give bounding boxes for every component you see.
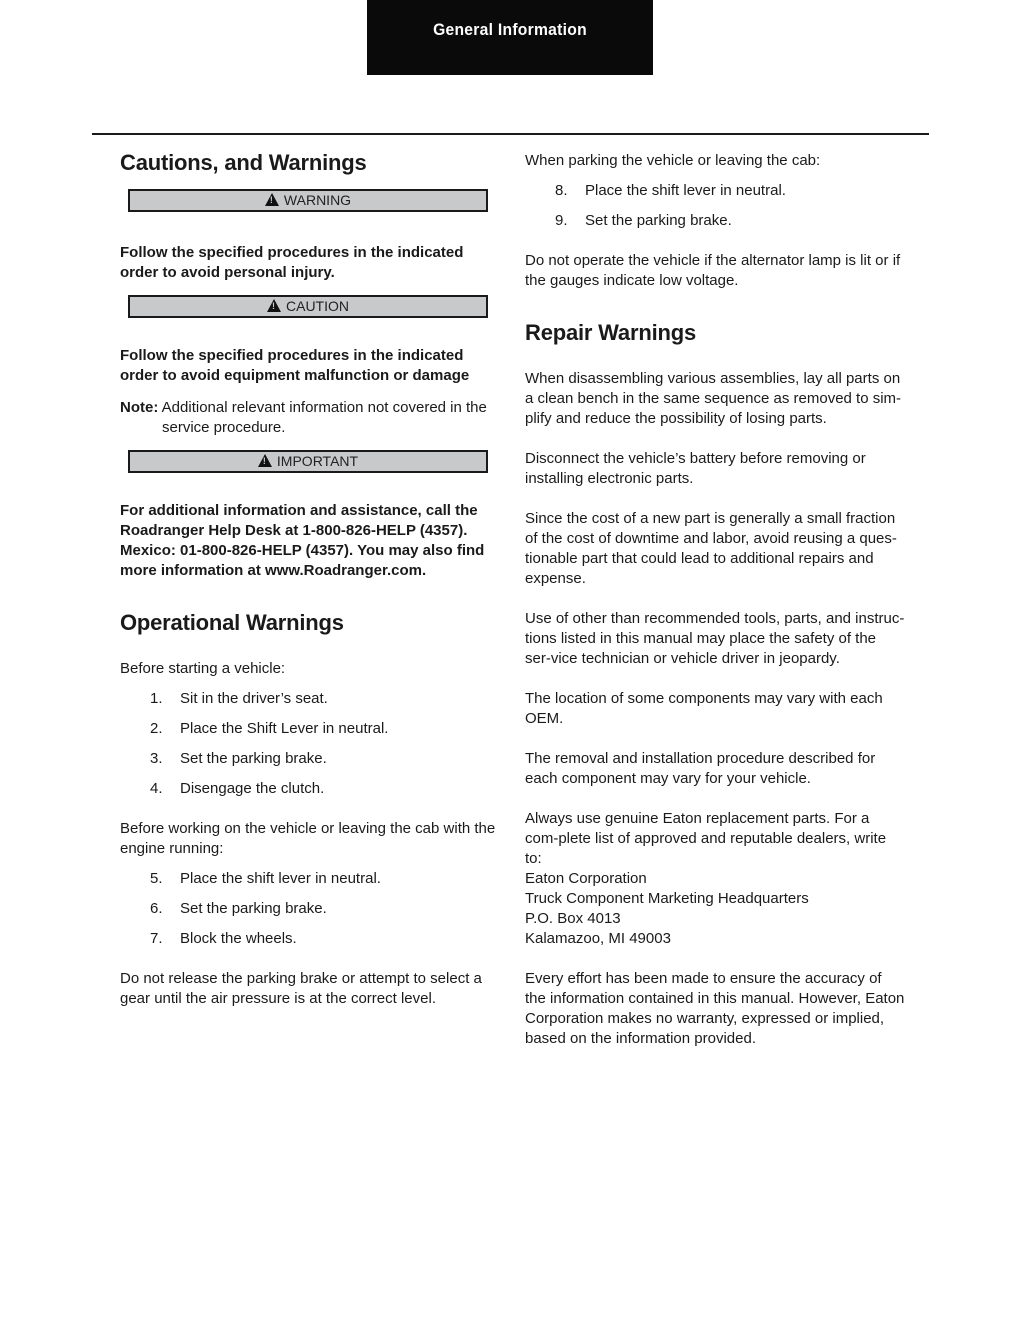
section-header-tab xyxy=(367,0,653,75)
list-number: 5. xyxy=(150,870,163,887)
warning-triangle-icon xyxy=(265,193,279,206)
important-box xyxy=(128,450,488,473)
list-number: 7. xyxy=(150,930,163,947)
repair-paragraph: Since the cost of a new part is generally a small fraction of the cost of downtime and labor, avoid reusing a ques-tionable part that could lead to additional repairs and expense. xyxy=(525,510,897,587)
do-not-operate-text: Do not operate the vehicle if the alternator lamp is lit or if the gauges indicate low voltage. xyxy=(525,252,901,289)
repair-paragraph: The removal and installation procedure described for each component may vary for your vehicle. xyxy=(525,750,876,787)
list-text: Set the parking brake. xyxy=(180,750,327,767)
note xyxy=(120,398,495,438)
repair-paragraph: Disconnect the vehicle’s battery before removing or installing electronic parts. xyxy=(525,450,866,487)
before-working-text: Before working on the vehicle or leaving the cab with the engine running: xyxy=(120,820,496,857)
important-text: For additional information and assistance, call the Roadranger Help Desk at 1-800-826-HELP (4357). Mexico: 01-800-826-HELP (4357). You may also find more information at www.Roadranger.com. xyxy=(120,502,485,579)
list-text: Sit in the driver’s seat. xyxy=(180,690,328,707)
list-text: Set the parking brake. xyxy=(585,212,732,229)
important-label: IMPORTANT xyxy=(276,453,359,469)
address-line: Kalamazoo, MI 49003 xyxy=(525,930,671,947)
cautions-heading: Cautions, and Warnings xyxy=(120,150,367,175)
note-label: Note: xyxy=(120,399,159,416)
list-number: 4. xyxy=(150,780,163,797)
list-text: Set the parking brake. xyxy=(180,900,327,917)
operational-heading: Operational Warnings xyxy=(120,610,344,635)
list-text: Disengage the clutch. xyxy=(180,780,325,797)
disclaimer-text: Every effort has been made to ensure the accuracy of the information contained in this manual. However, Eaton Corporation makes no warranty, expressed or implied, based on the information provided. xyxy=(525,970,905,1047)
before-starting-text: Before starting a vehicle: xyxy=(120,660,286,677)
repair-paragraph: When disassembling various assemblies, lay all parts on a clean bench in the same sequence as removed to sim-plify and reduce the possibility of losing parts. xyxy=(525,370,902,427)
when-parking-text: When parking the vehicle or leaving the cab: xyxy=(525,152,821,169)
list-text: Place the Shift Lever in neutral. xyxy=(180,720,389,737)
header-rule xyxy=(92,133,929,135)
caution-box xyxy=(128,295,488,318)
list-number: 9. xyxy=(555,212,568,229)
list-text: Place the shift lever in neutral. xyxy=(585,182,786,199)
caution-triangle-icon xyxy=(267,299,281,312)
caution-text: Follow the specified procedures in the indicated order to avoid equipment malfunction or damage xyxy=(120,347,470,384)
section-title: General Information xyxy=(433,20,587,39)
list-text: Place the shift lever in neutral. xyxy=(180,870,381,887)
address-line: Eaton Corporation xyxy=(525,870,647,887)
note-text: Additional relevant information not covered in the service procedure. xyxy=(161,399,487,436)
list-text: Block the wheels. xyxy=(180,930,297,947)
list-number: 3. xyxy=(150,750,163,767)
list-number: 2. xyxy=(150,720,163,737)
warning-box xyxy=(128,189,488,212)
repair-paragraph: Use of other than recommended tools, parts, and instruc-tions listed in this manual may place the safety of the ser-vice technician or vehicle driver in jeopardy. xyxy=(525,610,905,667)
warning-label: WARNING xyxy=(283,192,352,208)
do-not-release-text: Do not release the parking brake or attempt to select a gear until the air pressure is at the correct level. xyxy=(120,970,482,1007)
address-line: Truck Component Marketing Headquarters xyxy=(525,890,809,907)
list-number: 6. xyxy=(150,900,163,917)
caution-label: CAUTION xyxy=(286,298,349,314)
important-triangle-icon xyxy=(258,454,272,467)
list-number: 8. xyxy=(555,182,568,199)
repair-paragraph: Always use genuine Eaton replacement parts. For a com-plete list of approved and reputable dealers, write to: xyxy=(525,810,887,867)
mailing-address xyxy=(525,869,905,949)
list-number: 1. xyxy=(150,690,163,707)
repair-heading: Repair Warnings xyxy=(525,320,696,345)
warning-text: Follow the specified procedures in the indicated order to avoid personal injury. xyxy=(120,244,464,281)
repair-paragraph: The location of some components may vary with each OEM. xyxy=(525,690,883,727)
address-line: P.O. Box 4013 xyxy=(525,910,621,927)
